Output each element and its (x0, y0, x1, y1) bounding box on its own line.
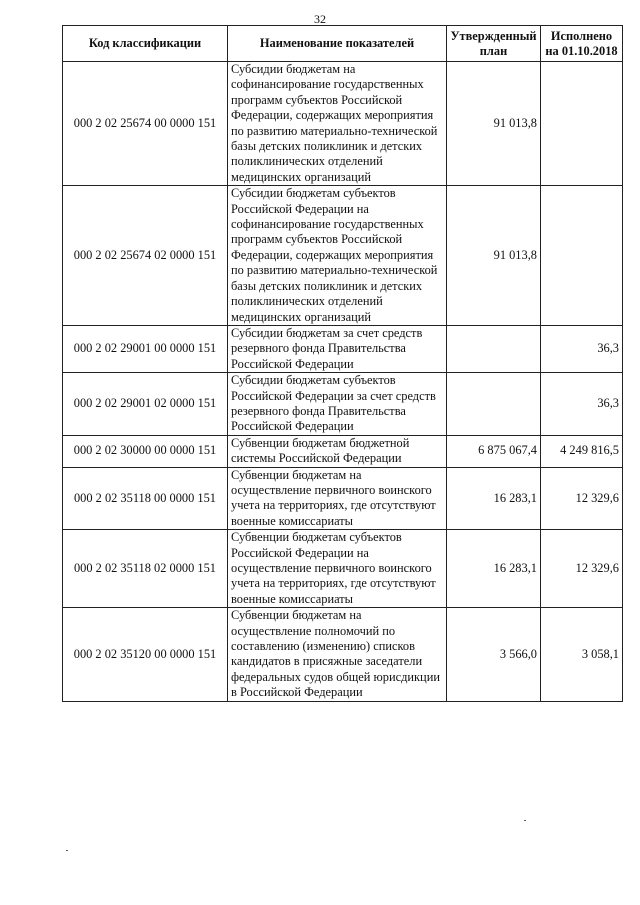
executed-amount (541, 62, 623, 186)
scan-speck (66, 850, 68, 851)
table-row (63, 62, 623, 186)
indicator-name: Субсидии бюджетам субъектов Российской Федерации за счет средств резервного фонда Правительства Российской Федерации (228, 373, 447, 436)
indicator-name: Субвенции бюджетам на осуществление первичного воинского учета на территориях, где отсутствуют военные комиссариаты (228, 467, 447, 530)
approved-plan (447, 373, 541, 436)
table-header-row (63, 26, 623, 62)
classification-code: 000 2 02 29001 02 0000 151 (63, 373, 228, 436)
approved-plan: 16 283,1 (447, 530, 541, 608)
indicator-name: Субсидии бюджетам на софинансирование государственных программ субъектов Российской Федерации, содержащих мероприятия по развитию материально-технической базы детских поликлиник и детских поликлинических отделений медицинских организаций (228, 62, 447, 186)
executed-amount: 12 329,6 (541, 467, 623, 530)
approved-plan: 16 283,1 (447, 467, 541, 530)
table-row (63, 435, 623, 467)
classification-code: 000 2 02 35120 00 0000 151 (63, 608, 228, 701)
executed-amount: 3 058,1 (541, 608, 623, 701)
classification-code: 000 2 02 35118 02 0000 151 (63, 530, 228, 608)
header-plan: Утвержденный план (447, 26, 541, 62)
executed-amount: 36,3 (541, 325, 623, 372)
table-row (63, 608, 623, 701)
header-name: Наименование показателей (228, 26, 447, 62)
indicator-name: Субвенции бюджетам субъектов Российской Федерации на осуществление первичного воинского учета на территориях, где отсутствуют военные комиссариаты (228, 530, 447, 608)
table-row (63, 530, 623, 608)
indicator-name: Субвенции бюджетам бюджетной системы Российской Федерации (228, 435, 447, 467)
approved-plan: 91 013,8 (447, 186, 541, 326)
classification-code: 000 2 02 25674 02 0000 151 (63, 186, 228, 326)
approved-plan: 3 566,0 (447, 608, 541, 701)
approved-plan: 6 875 067,4 (447, 435, 541, 467)
classification-code: 000 2 02 25674 00 0000 151 (63, 62, 228, 186)
table-row (63, 325, 623, 372)
budget-revenue-table (62, 25, 623, 702)
approved-plan: 91 013,8 (447, 62, 541, 186)
page-number: 32 (314, 12, 326, 26)
scan-speck (524, 820, 526, 821)
executed-amount: 12 329,6 (541, 530, 623, 608)
classification-code: 000 2 02 29001 00 0000 151 (63, 325, 228, 372)
executed-amount: 4 249 816,5 (541, 435, 623, 467)
indicator-name: Субсидии бюджетам за счет средств резервного фонда Правительства Российской Федерации (228, 325, 447, 372)
header-code: Код классификации (63, 26, 228, 62)
classification-code: 000 2 02 30000 00 0000 151 (63, 435, 228, 467)
table-row (63, 186, 623, 326)
indicator-name: Субвенции бюджетам на осуществление полномочий по составлению (изменению) списков кандидатов в присяжные заседатели федеральных судов общей юрисдикции в Российской Федерации (228, 608, 447, 701)
approved-plan (447, 325, 541, 372)
executed-amount: 36,3 (541, 373, 623, 436)
executed-amount (541, 186, 623, 326)
indicator-name: Субсидии бюджетам субъектов Российской Федерации на софинансирование государственных программ субъектов Российской Федерации, содержащих мероприятия по развитию материально-технической базы детских поликлиник и детских поликлинических отделений медицинских организаций (228, 186, 447, 326)
table-row (63, 373, 623, 436)
header-done: Исполнено на 01.10.2018 (541, 26, 623, 62)
table-row (63, 467, 623, 530)
classification-code: 000 2 02 35118 00 0000 151 (63, 467, 228, 530)
